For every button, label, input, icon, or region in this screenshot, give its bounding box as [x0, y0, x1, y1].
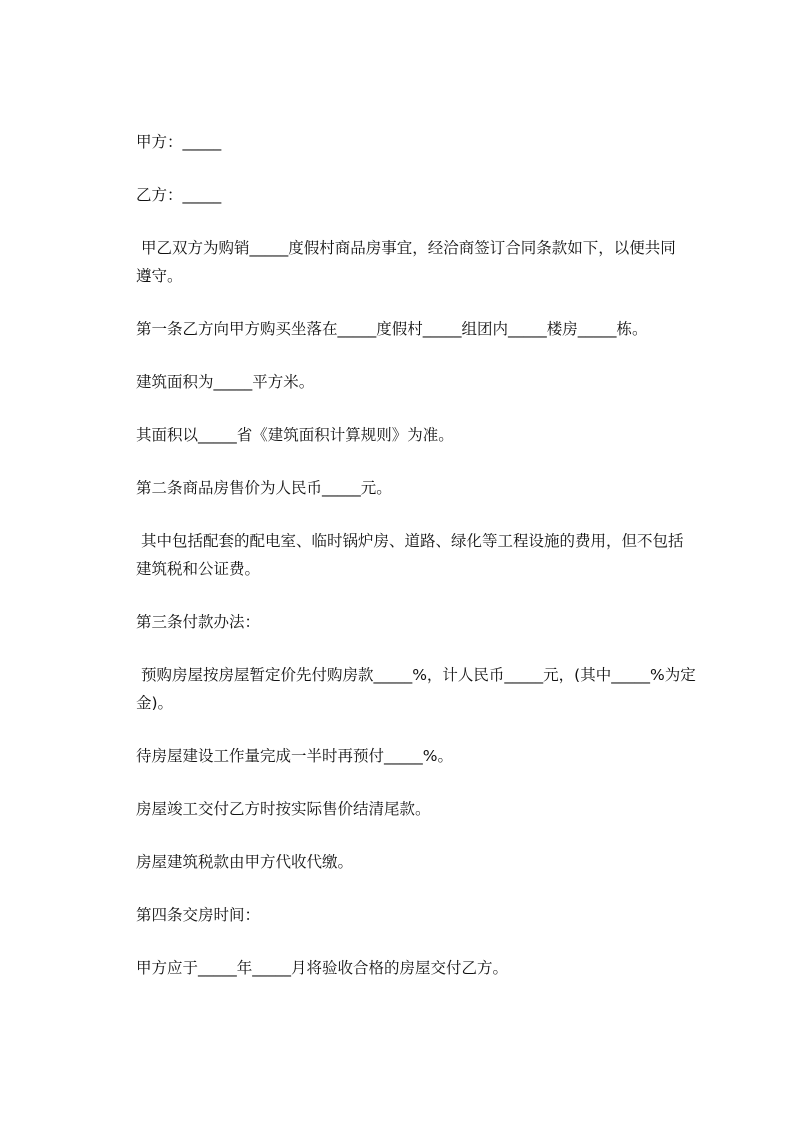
party-b-line: 乙方：_____	[136, 186, 222, 204]
article-1-line: 第一条乙方向甲方购买坐落在_____度假村_____组团内_____楼房_____栋。	[136, 320, 648, 338]
area-rule-line: 其面积以_____省《建筑面积计算规则》为准。	[136, 426, 454, 444]
article-4-heading: 第四条交房时间：	[136, 906, 261, 924]
tax-collection-line: 房屋建筑税款由甲方代收代缴。	[136, 853, 354, 871]
prepayment-line-2: 金)。	[136, 694, 174, 712]
included-costs-line-1: 其中包括配套的配电室、临时锅炉房、道路、绿化等工程设施的费用，但不包括	[136, 532, 684, 550]
preamble-line-1: 甲乙双方为购销_____度假村商品房事宜，经洽商签订合同条款如下，以便共同	[136, 239, 676, 257]
article-3-heading: 第三条付款办法：	[136, 613, 261, 631]
preamble-line-2: 遵守。	[136, 267, 183, 285]
floor-area-line: 建筑面积为_____平方米。	[136, 373, 315, 391]
final-payment-line: 房屋竣工交付乙方时按实际售价结清尾款。	[136, 800, 431, 818]
included-costs-line-2: 建筑税和公证费。	[136, 560, 261, 578]
delivery-date-line: 甲方应于_____年_____月将验收合格的房屋交付乙方。	[136, 959, 509, 977]
article-2-line: 第二条商品房售价为人民币_____元。	[136, 479, 392, 497]
party-a-line: 甲方：_____	[136, 133, 222, 151]
second-payment-line: 待房屋建设工作量完成一半时再预付_____%。	[136, 747, 453, 765]
prepayment-line-1: 预购房屋按房屋暂定价先付购房款_____%，计人民币_____元，(其中_____%为定	[136, 666, 696, 684]
